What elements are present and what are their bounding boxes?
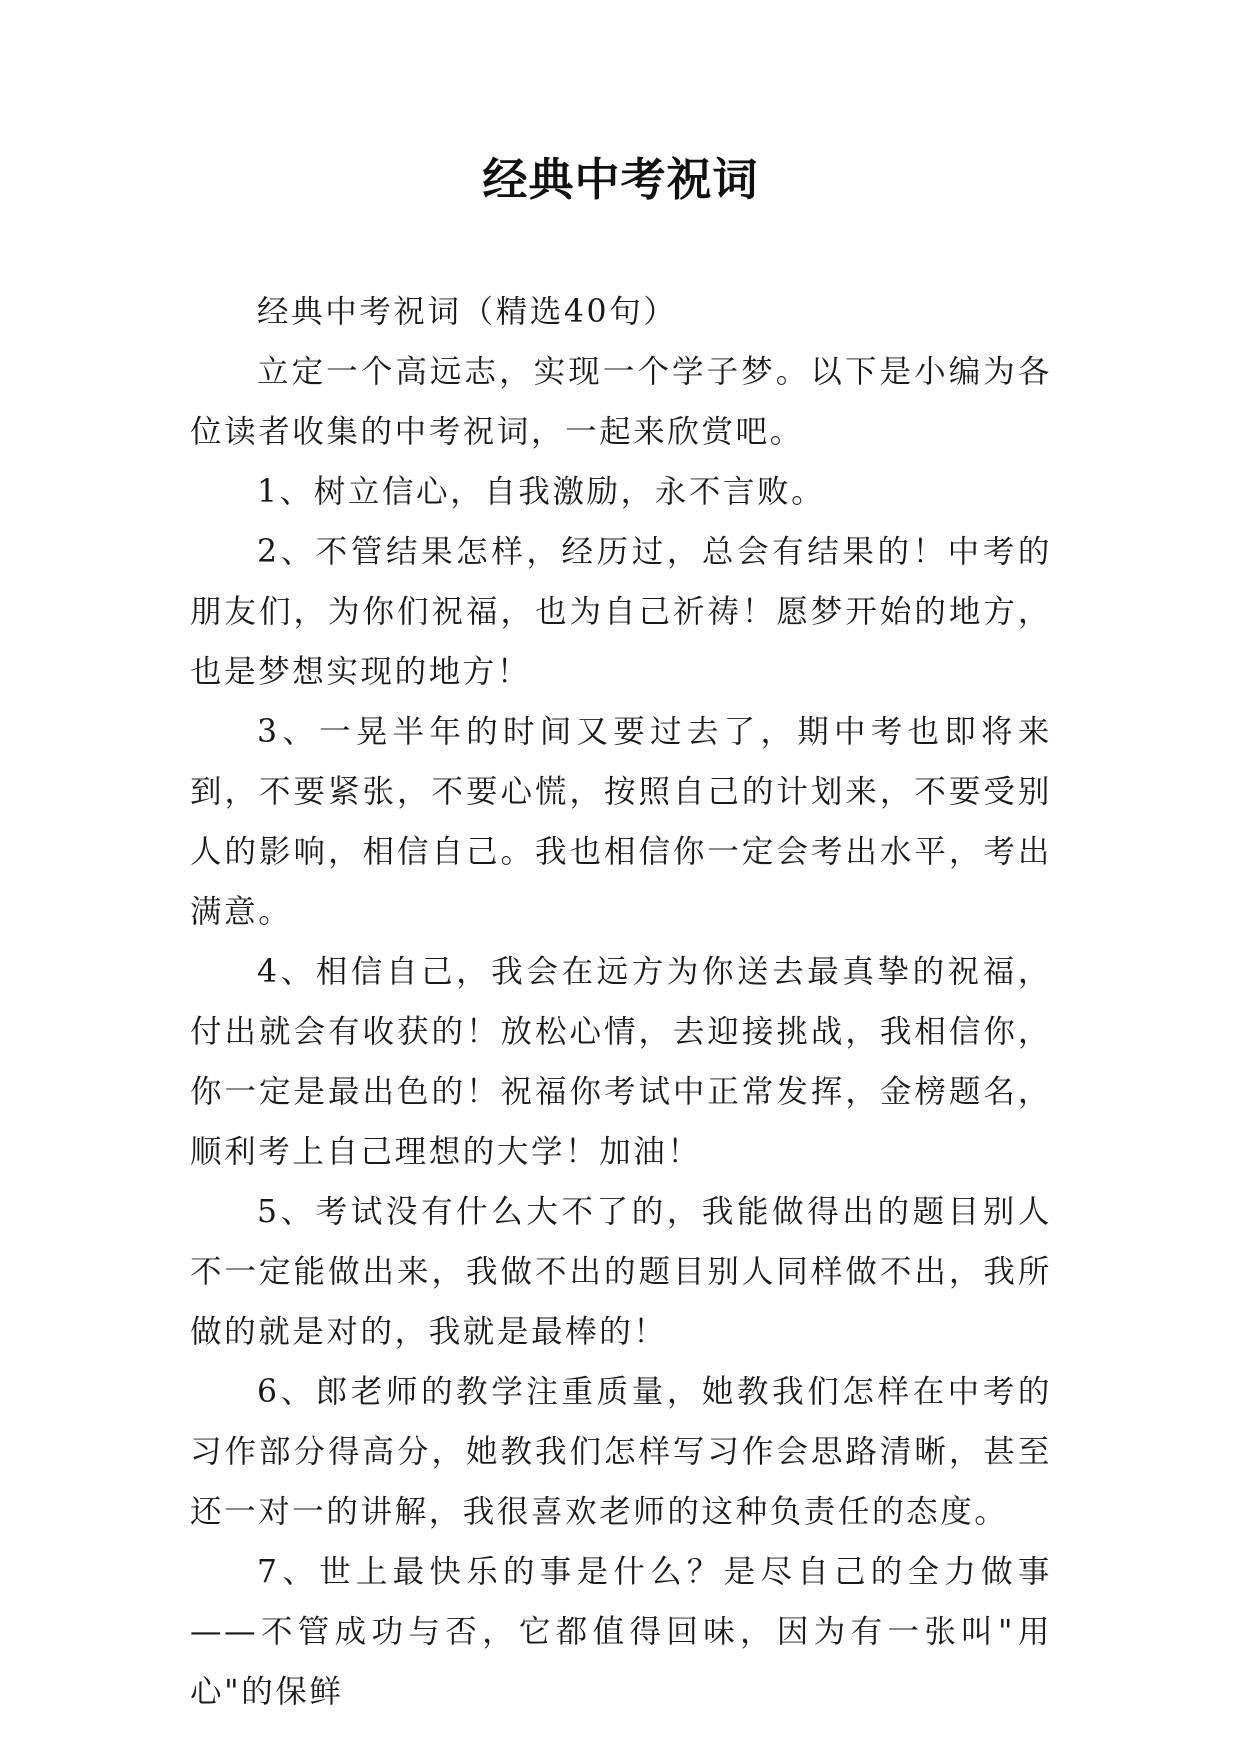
paragraph-item-6: 6、郎老师的教学注重质量，她教我们怎样在中考的习作部分得高分，她教我们怎样写习作会思路清晰，甚至还一对一的讲解，我很喜欢老师的这种负责任的态度。: [190, 1374, 1052, 1530]
paragraph-item-7: 7、世上最快乐的事是什么？是尽自己的全力做事——不管成功与否，它都值得回味，因为有一张叫"用心"的保鲜: [190, 1554, 1052, 1710]
paragraph-subtitle: 经典中考祝词（精选40句）: [257, 294, 678, 330]
paragraph-item-2: 2、不管结果怎样，经历过，总会有结果的！中考的朋友们，为你们祝福，也为自己祈祷！愿梦开始的地方，也是梦想实现的地方！: [190, 534, 1052, 690]
paragraph-item-1: 1、树立信心，自我激励，永不言败。: [257, 474, 826, 510]
document-body: [190, 282, 1052, 1722]
paragraph-intro: 立定一个高远志，实现一个学子梦。以下是小编为各位读者收集的中考祝词，一起来欣赏吧。: [190, 354, 1052, 450]
paragraph-item-4: 4、相信自己，我会在远方为你送去最真挚的祝福，付出就会有收获的！放松心情，去迎接挑战，我相信你，你一定是最出色的！祝福你考试中正常发挥，金榜题名，顺利考上自己理想的大学！加油！: [190, 954, 1052, 1170]
paragraph-item-5: 5、考试没有什么大不了的，我能做得出的题目别人不一定能做出来，我做不出的题目别人同样做不出，我所做的就是对的，我就是最棒的！: [190, 1194, 1052, 1350]
page-title: 经典中考祝词: [482, 153, 759, 206]
paragraph-item-3: 3、一晃半年的时间又要过去了，期中考也即将来到，不要紧张，不要心慌，按照自己的计划来，不要受别人的影响，相信自己。我也相信你一定会考出水平，考出满意。: [190, 714, 1052, 930]
